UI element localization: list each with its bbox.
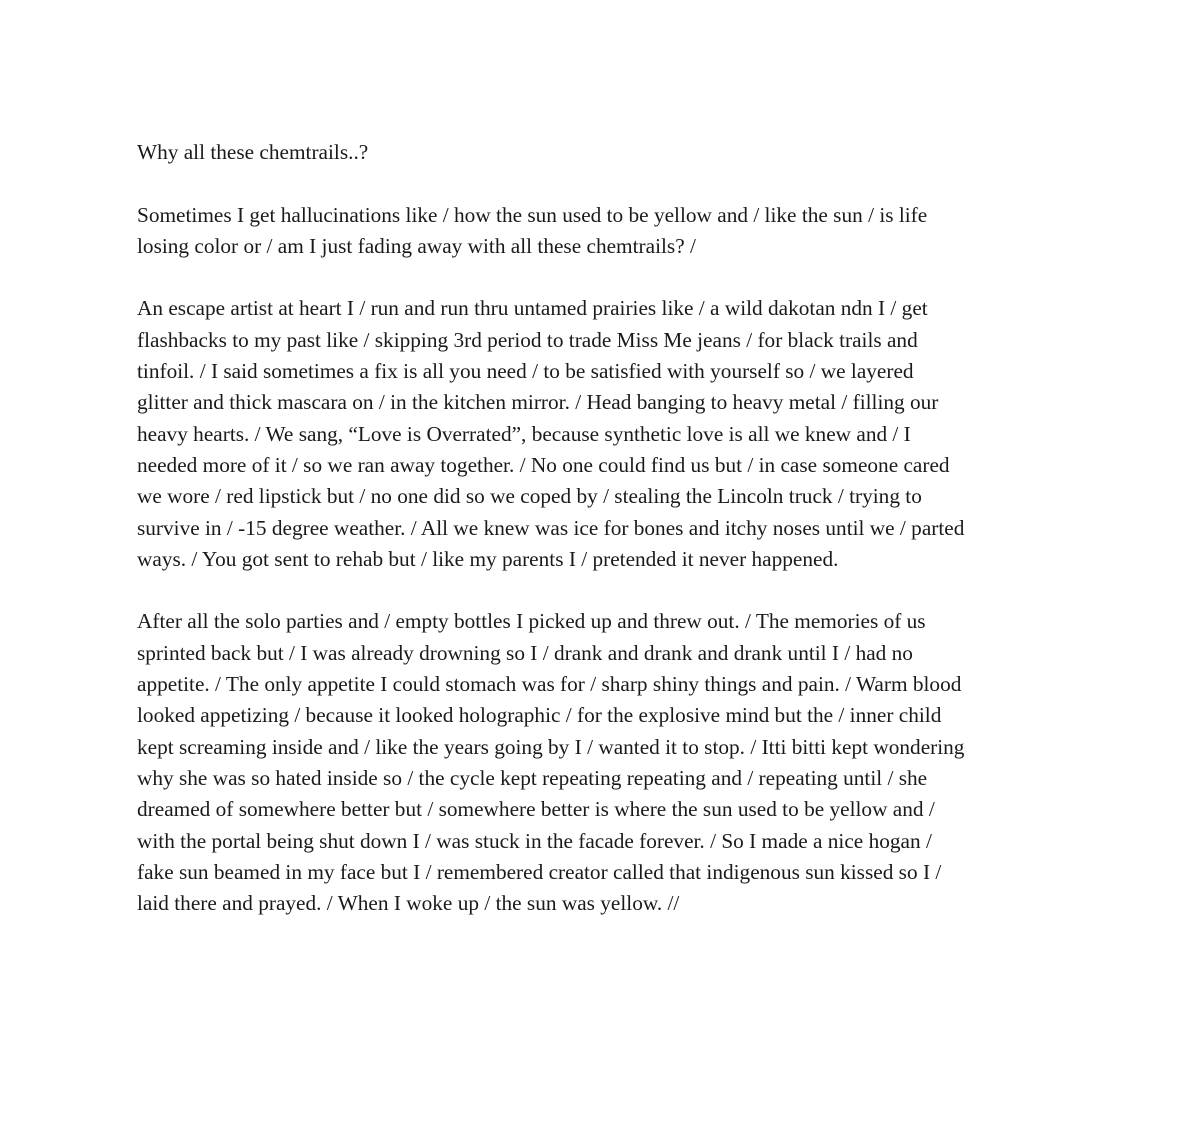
- stanza-1: [137, 200, 1077, 263]
- poem-line: why she was so hated inside so / the cycle kept repeating repeating and / repeating until / she: [137, 765, 928, 790]
- poem-line: needed more of it / so we ran away together. / No one could find us but / in case someone cared: [137, 452, 950, 477]
- poem-line: with the portal being shut down I / was stuck in the facade forever. / So I made a nice hogan /: [137, 828, 932, 853]
- poem-line: losing color or / am I just fading away with all these chemtrails? /: [137, 233, 696, 258]
- poem-line: dreamed of somewhere better but / somewhere better is where the sun used to be yellow and /: [137, 797, 935, 822]
- stanza-3: [137, 606, 1077, 919]
- poem-title: Why all these chemtrails..?: [137, 140, 369, 164]
- poem-line: tinfoil. / I said sometimes a fix is all you need / to be satisfied with yourself so / we layered: [137, 359, 914, 384]
- poem-line: survive in / -15 degree weather. / All we knew was ice for bones and itchy noses until we / parted: [137, 515, 965, 540]
- poem-line: After all the solo parties and / empty bottles I picked up and threw out. / The memories of us: [137, 609, 926, 634]
- poem-line: glitter and thick mascara on / in the kitchen mirror. / Head banging to heavy metal / filling our: [137, 390, 939, 415]
- poem-document: [137, 137, 1077, 951]
- poem-line: fake sun beamed in my face but I / remembered creator called that indigenous sun kissed so I /: [137, 859, 942, 884]
- poem-line: ways. / You got sent to rehab but / like my parents I / pretended it never happened.: [137, 546, 839, 571]
- poem-line: Sometimes I get hallucinations like / how the sun used to be yellow and / like the sun / is life: [137, 202, 928, 227]
- poem-line: heavy hearts. / We sang, “Love is Overrated”, because synthetic love is all we knew and / I: [137, 421, 911, 446]
- poem-line: flashbacks to my past like / skipping 3rd period to trade Miss Me jeans / for black trails and: [137, 327, 918, 352]
- poem-line: An escape artist at heart I / run and run thru untamed prairies like / a wild dakotan ndn I / get: [137, 296, 928, 321]
- poem-line: appetite. / The only appetite I could stomach was for / sharp shiny things and pain. / Warm blood: [137, 672, 962, 697]
- poem-line: we wore / red lipstick but / no one did so we coped by / stealing the Lincoln truck / trying to: [137, 484, 922, 509]
- poem-line: sprinted back but / I was already drowning so I / drank and drank and drank until I / had no: [137, 640, 913, 665]
- poem-line: kept screaming inside and / like the years going by I / wanted it to stop. / Itti bitti kept wondering: [137, 734, 965, 759]
- stanza-2: [137, 293, 1077, 575]
- poem-line: looked appetizing / because it looked holographic / for the explosive mind but the / inner child: [137, 703, 942, 728]
- poem-line: laid there and prayed. / When I woke up / the sun was yellow. //: [137, 891, 680, 916]
